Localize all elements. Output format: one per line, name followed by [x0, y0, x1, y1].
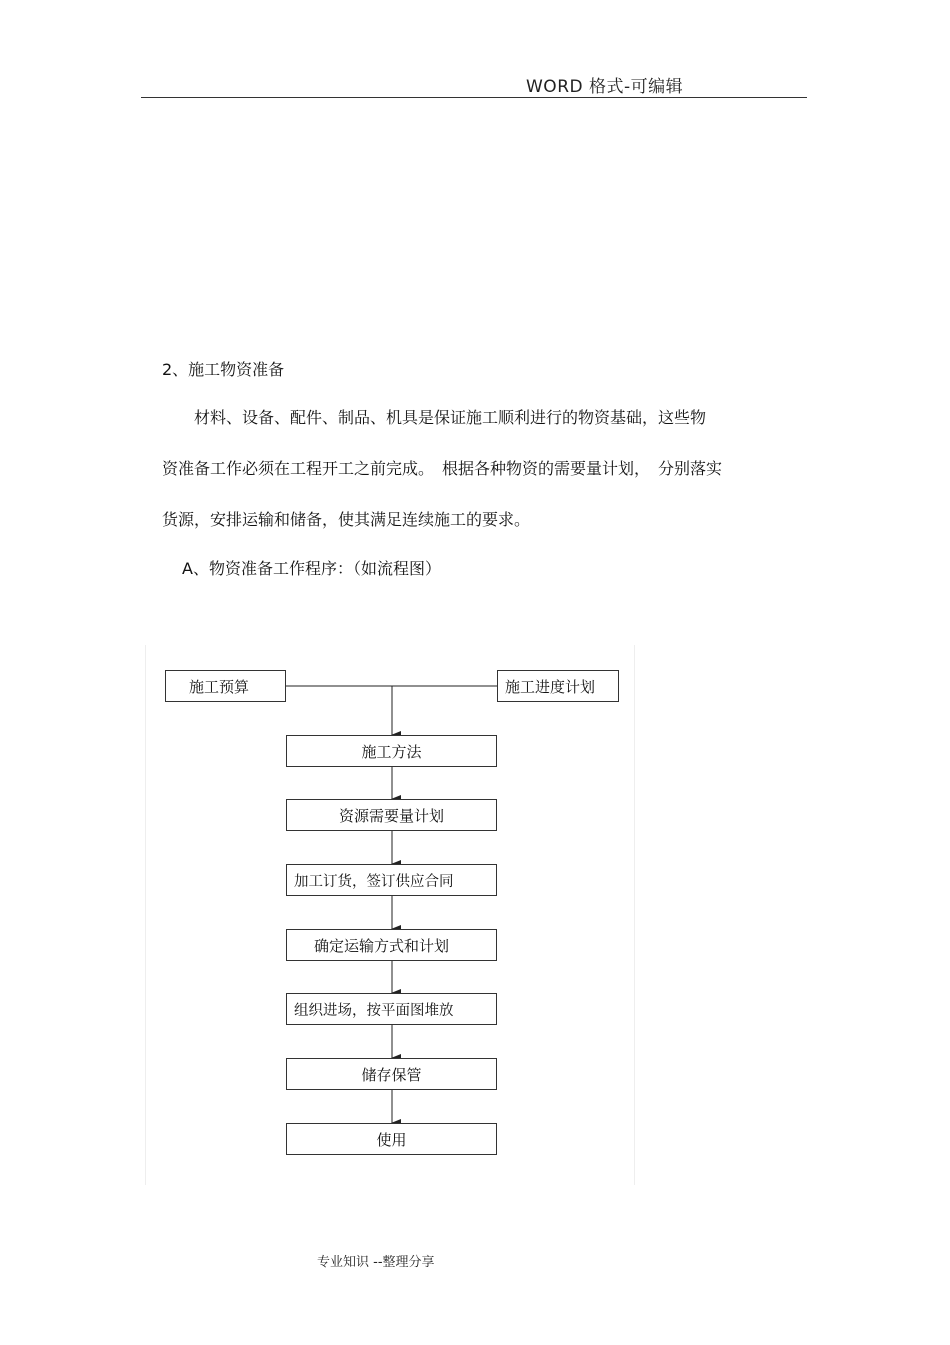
flow-step-4	[286, 929, 497, 961]
paragraph-line: 材料、设备、配件、制品、机具是保证施工顺利进行的物资基础，这些物	[162, 408, 707, 427]
flow-step-5	[286, 993, 497, 1025]
flow-box-label: 使用	[376, 1130, 407, 1149]
flow-box-input-right	[497, 670, 619, 702]
flow-step-2	[286, 799, 497, 831]
flow-box-label: 加工订货，签订供应合同	[294, 873, 454, 890]
flow-box-label: 组织进场，按平面图堆放	[294, 1002, 454, 1019]
header-title: WORD 格式-可编辑	[526, 77, 684, 97]
flow-step-7	[286, 1123, 497, 1155]
flow-box-label: 储存保管	[361, 1065, 422, 1084]
flow-box-label: 确定运输方式和计划	[314, 936, 450, 955]
flow-box-input-left	[165, 670, 286, 702]
flow-box-label: 施工方法	[361, 742, 422, 761]
page-footer: 专业知识 --整理分享	[317, 1255, 435, 1270]
flow-step-1	[286, 735, 497, 767]
paragraph-line: 货源，安排运输和储备，使其满足连续施工的要求。	[162, 510, 531, 529]
flow-step-6	[286, 1058, 497, 1090]
section-heading: 2、施工物资准备	[162, 360, 285, 379]
sub-heading: A、物资准备工作程序：（如流程图）	[182, 559, 441, 578]
paragraph-line: 资准备工作必须在工程开工之前完成。 根据各种物资的需要量计划， 分别落实	[162, 459, 723, 478]
flow-box-label: 资源需要量计划	[338, 806, 444, 825]
flow-box-label: 施工进度计划	[505, 677, 596, 696]
flow-box-label: 施工预算	[189, 677, 250, 696]
flow-step-3	[286, 864, 497, 896]
